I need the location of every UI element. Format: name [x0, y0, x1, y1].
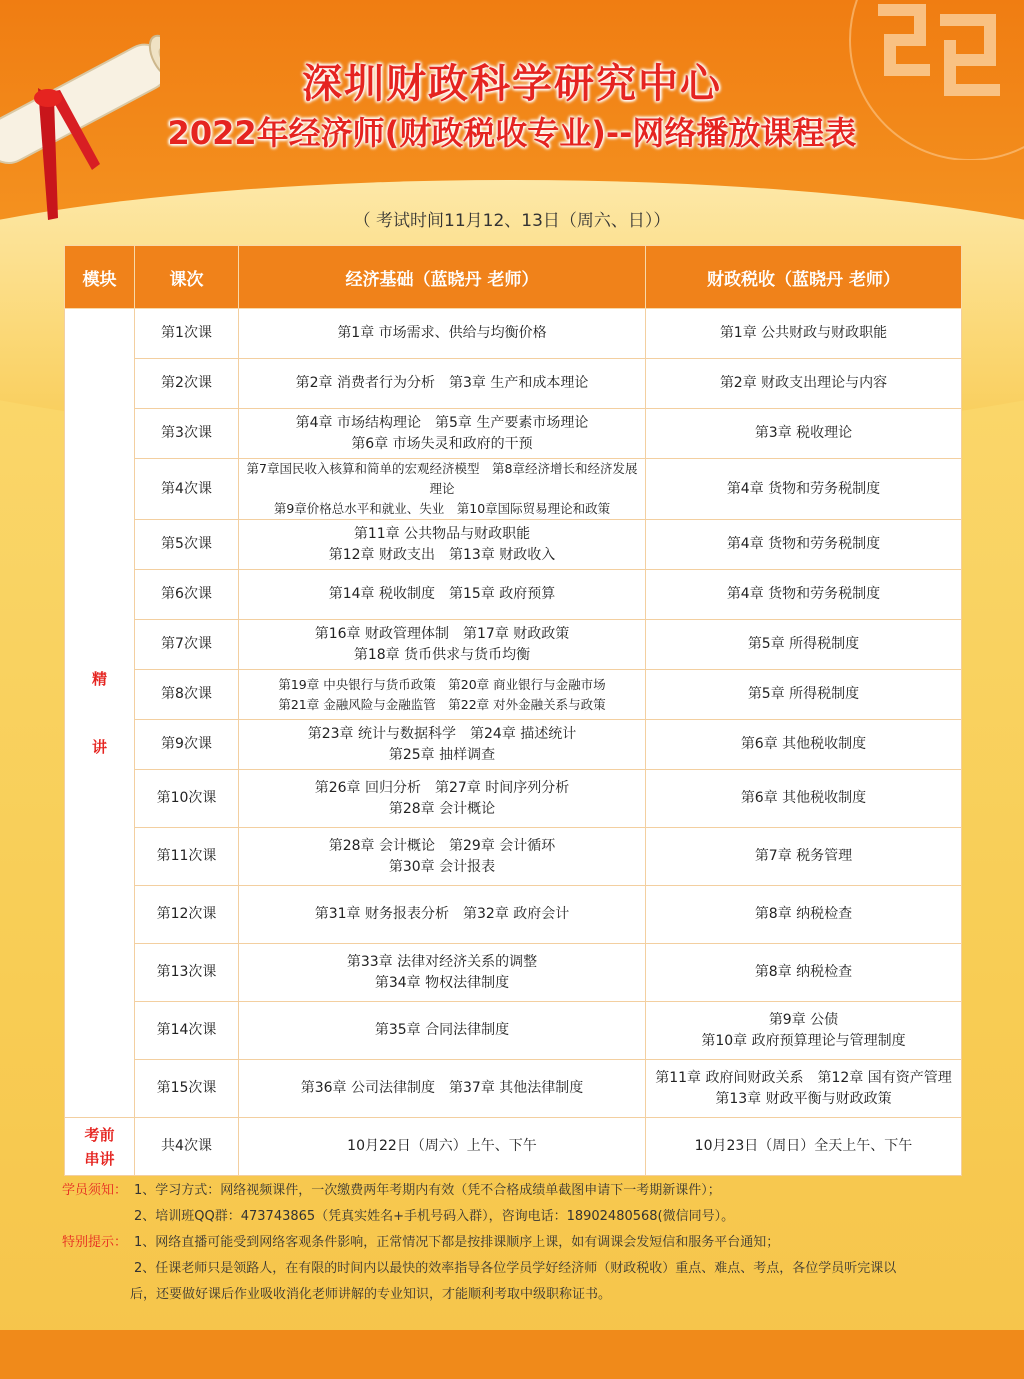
module-review-line-1: 考前 — [84, 1125, 115, 1144]
econ-cell: 第4章 市场结构理论 第5章 生产要素市场理论 第6章 市场失灵和政府的干预 — [239, 409, 646, 459]
table-row — [65, 770, 962, 828]
student-notice-2: 2、培训班QQ群：473743865（凭真实姓名+手机号码入群），咨询电话：18902480568(微信同号）。 — [134, 1209, 735, 1224]
tax-cell: 10月23日（周日）全天上午、下午 — [646, 1118, 962, 1176]
notes-section — [62, 1178, 962, 1308]
exam-time: （ 考试时间11月12、13日（周六、日）） — [353, 211, 671, 231]
table-row — [65, 670, 962, 720]
header-session: 课次 — [135, 246, 239, 309]
econ-cell: 第33章 法律对经济关系的调整 第34章 物权法律制度 — [239, 944, 646, 1002]
module-main-cell — [65, 309, 135, 1118]
table-header-row — [65, 246, 962, 309]
tax-cell: 第6章 其他税收制度 — [646, 720, 962, 770]
special-notice-2a: 2、任课老师只是领路人，在有限的时间内以最快的效率指导各位学员学好经济师（财政税收）重点、难点、考点，各位学员听完课以 — [134, 1261, 897, 1276]
course-schedule-table — [64, 245, 962, 1176]
session-cell: 第11次课 — [135, 828, 239, 886]
tax-cell: 第11章 政府间财政关系 第12章 国有资产管理 第13章 财政平衡与财政政策 — [646, 1060, 962, 1118]
page-subtitle: 2022年经济师(财政税收专业)--网络播放课程表 — [167, 114, 857, 152]
econ-cell: 第11章 公共物品与财政职能 第12章 财政支出 第13章 财政收入 — [239, 520, 646, 570]
session-cell: 第1次课 — [135, 309, 239, 359]
econ-cell: 第35章 合同法律制度 — [239, 1002, 646, 1060]
session-cell: 第10次课 — [135, 770, 239, 828]
econ-cell: 第19章 中央银行与货币政策 第20章 商业银行与金融市场 第21章 金融风险与金融监管 第22章 对外金融关系与政策 — [239, 670, 646, 720]
table-row — [65, 459, 962, 520]
table-row — [65, 828, 962, 886]
econ-cell: 第14章 税收制度 第15章 政府预算 — [239, 570, 646, 620]
session-cell: 第2次课 — [135, 359, 239, 409]
header-module: 模块 — [65, 246, 135, 309]
table-row — [65, 409, 962, 459]
session-cell: 第9次课 — [135, 720, 239, 770]
table-row — [65, 720, 962, 770]
econ-cell: 第28章 会计概论 第29章 会计循环 第30章 会计报表 — [239, 828, 646, 886]
table-row — [65, 1002, 962, 1060]
table-row — [65, 309, 962, 359]
session-cell: 共4次课 — [135, 1118, 239, 1176]
table-row — [65, 570, 962, 620]
tax-cell: 第8章 纳税检查 — [646, 944, 962, 1002]
tax-cell: 第1章 公共财政与财政职能 — [646, 309, 962, 359]
session-cell: 第12次课 — [135, 886, 239, 944]
footer-bar — [0, 1330, 1024, 1379]
econ-cell: 第1章 市场需求、供给与均衡价格 — [239, 309, 646, 359]
tax-cell: 第4章 货物和劳务税制度 — [646, 459, 962, 520]
session-cell: 第6次课 — [135, 570, 239, 620]
tax-cell: 第2章 财政支出理论与内容 — [646, 359, 962, 409]
tax-cell: 第4章 货物和劳务税制度 — [646, 570, 962, 620]
econ-cell: 第23章 统计与数据科学 第24章 描述统计 第25章 抽样调查 — [239, 720, 646, 770]
econ-cell: 第16章 财政管理体制 第17章 财政政策 第18章 货币供求与货币均衡 — [239, 620, 646, 670]
module-review-line-2: 串讲 — [84, 1149, 115, 1168]
session-cell: 第13次课 — [135, 944, 239, 1002]
tax-cell: 第5章 所得税制度 — [646, 620, 962, 670]
header-tax: 财政税收（蓝晓丹 老师） — [646, 246, 962, 309]
tax-cell: 第4章 货物和劳务税制度 — [646, 520, 962, 570]
special-notice-1: 1、网络直播可能受到网络客观条件影响，正常情况下都是按排课顺序上课，如有调课会发短信和服务平台通知； — [134, 1235, 780, 1250]
tax-cell: 第9章 公债 第10章 政府预算理论与管理制度 — [646, 1002, 962, 1060]
table-row — [65, 620, 962, 670]
special-notice-2b: 后，还要做好课后作业吸收消化老师讲解的专业知识，才能顺利考取中级职称证书。 — [130, 1287, 612, 1302]
session-cell: 第3次课 — [135, 409, 239, 459]
tax-cell: 第5章 所得税制度 — [646, 670, 962, 720]
econ-cell: 10月22日（周六）上午、下午 — [239, 1118, 646, 1176]
tax-cell: 第3章 税收理论 — [646, 409, 962, 459]
session-cell: 第7次课 — [135, 620, 239, 670]
tax-cell: 第6章 其他税收制度 — [646, 770, 962, 828]
header-economics: 经济基础（蓝晓丹 老师） — [239, 246, 646, 309]
econ-cell: 第7章国民收入核算和简单的宏观经济模型 第8章经济增长和经济发展理论 第9章价格总水平和就业、失业 第10章国际贸易理论和政策 — [239, 459, 646, 520]
table-row — [65, 359, 962, 409]
econ-cell: 第26章 回归分析 第27章 时间序列分析 第28章 会计概论 — [239, 770, 646, 828]
table-row — [65, 1060, 962, 1118]
tax-cell: 第8章 纳税检查 — [646, 886, 962, 944]
page-title: 深圳财政科学研究中心 — [302, 61, 722, 107]
econ-cell: 第31章 财务报表分析 第32章 政府会计 — [239, 886, 646, 944]
econ-cell: 第2章 消费者行为分析 第3章 生产和成本理论 — [239, 359, 646, 409]
session-cell: 第14次课 — [135, 1002, 239, 1060]
module-review-cell — [65, 1118, 135, 1176]
session-cell: 第15次课 — [135, 1060, 239, 1118]
table-row-review — [65, 1118, 962, 1176]
module-main-char-2: 讲 — [91, 738, 107, 756]
special-notice-label: 特别提示： — [62, 1235, 128, 1250]
econ-cell: 第36章 公司法律制度 第37章 其他法律制度 — [239, 1060, 646, 1118]
table-row — [65, 886, 962, 944]
session-cell: 第5次课 — [135, 520, 239, 570]
table-row — [65, 520, 962, 570]
student-notice-label: 学员须知： — [62, 1183, 128, 1198]
table-row — [65, 944, 962, 1002]
tax-cell: 第7章 税务管理 — [646, 828, 962, 886]
session-cell: 第8次课 — [135, 670, 239, 720]
module-main-char-1: 精 — [91, 670, 107, 688]
student-notice-1: 1、学习方式：网络视频课件，一次缴费两年考期内有效（凭不合格成绩单截图申请下一考期新课件）； — [134, 1183, 721, 1198]
session-cell: 第4次课 — [135, 459, 239, 520]
